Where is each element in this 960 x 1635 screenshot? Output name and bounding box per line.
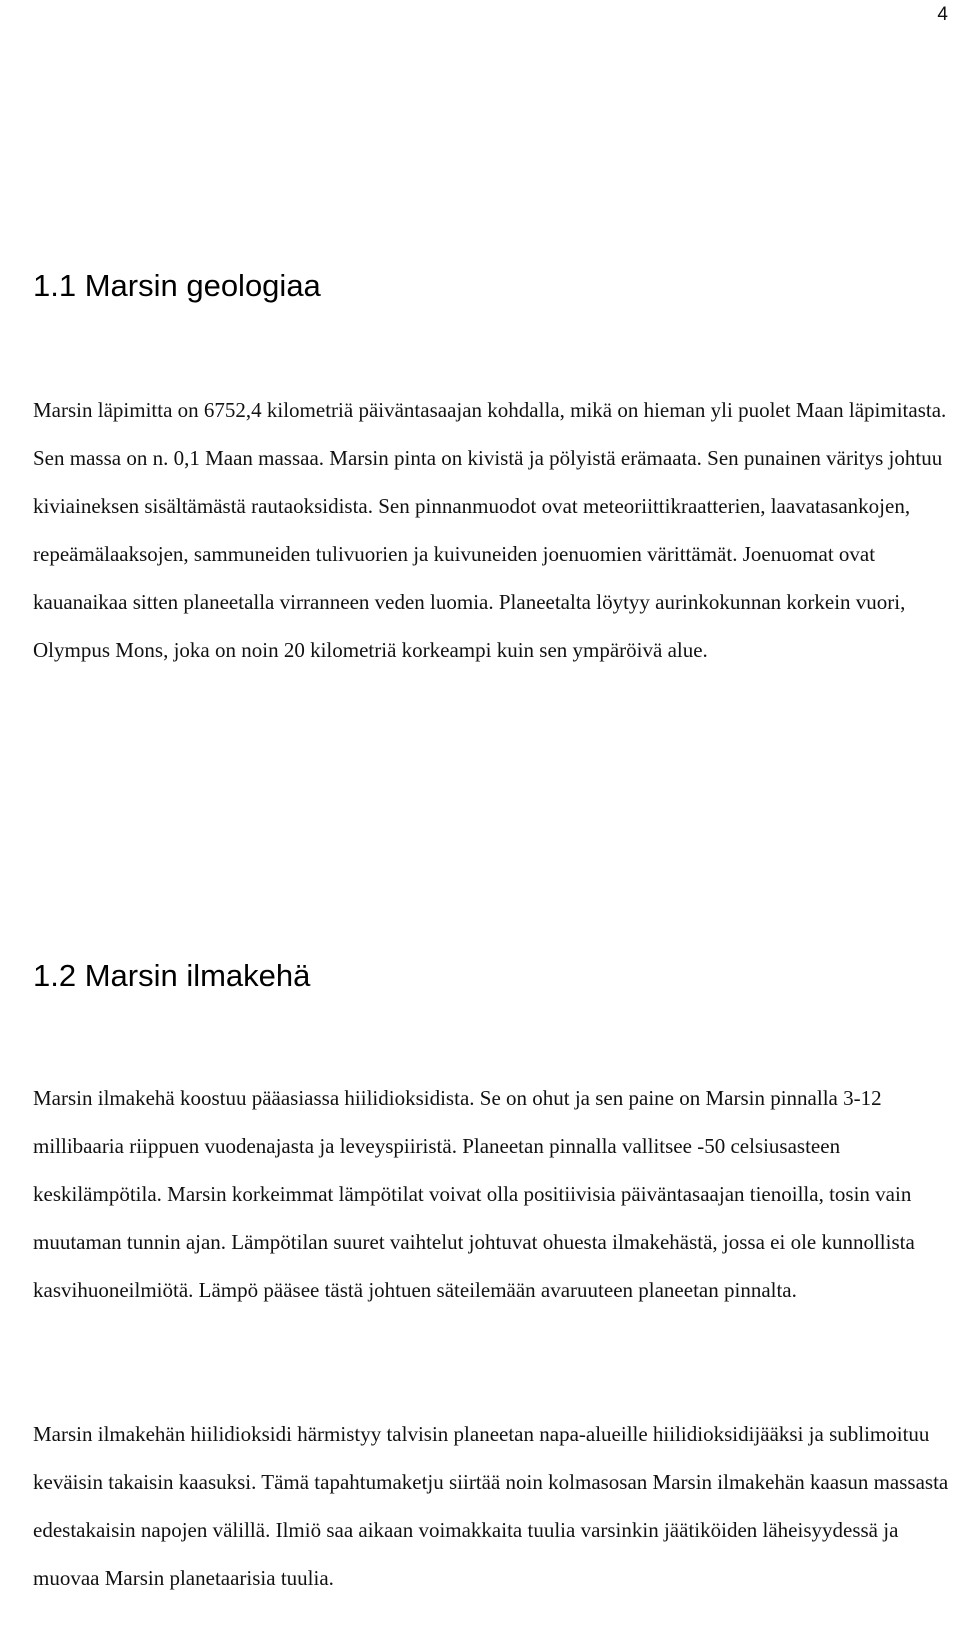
section-heading-geology: 1.1 Marsin geologiaa bbox=[33, 268, 321, 303]
section-heading-atmosphere: 1.2 Marsin ilmakehä bbox=[33, 958, 311, 993]
page-number: 4 bbox=[937, 4, 948, 25]
paragraph-atmosphere-1: Marsin ilmakehä koostuu pääasiassa hiilidioksidista. Se on ohut ja sen paine on Marsin pinnalla 3-12 millibaaria riippuen vuodenajasta ja leveyspiiristä. Planeetan pinnalla vallitsee -50 celsiusasteen keskilämpötila. Marsin korkeimmat lämpötilat voivat olla positiivisia päiväntasaajan tienoilla, tosin vain muutaman tunnin ajan. Lämpötilan suuret vaihtelut johtuvat ohuesta ilmakehästä, jossa ei ole kunnollista kasvihuoneilmiötä. Lämpö pääsee tästä johtuen säteilemään avaruuteen planeetan pinnalta. bbox=[33, 1086, 915, 1302]
paragraph-geology: Marsin läpimitta on 6752,4 kilometriä päiväntasaajan kohdalla, mikä on hieman yli puolet Maan läpimitasta. Sen massa on n. 0,1 Maan massaa. Marsin pinta on kivistä ja pölyistä erämaata. Sen punainen väritys johtuu kiviaineksen sisältämästä rautaoksidista. Sen pinnanmuodot ovat meteoriittikraatterien, laavatasankojen, repeämälaaksojen, sammuneiden tulivuorien ja kuivuneiden joenuomien värittämät. Joenuomat ovat kauanaikaa sitten planeetalla virranneen veden luomia. Planeetalta löytyy aurinkokunnan korkein vuori, Olympus Mons, joka on noin 20 kilometriä korkeampi kuin sen ympäröivä alue. bbox=[33, 398, 947, 662]
paragraph-atmosphere-2: Marsin ilmakehän hiilidioksidi härmistyy talvisin planeetan napa-alueille hiilidioksidijääksi ja sublimoituu keväisin takaisin kaasuksi. Tämä tapahtumaketju siirtää noin kolmasosan Marsin ilmakehän kaasun massasta edestakaisin napojen välillä. Ilmiö saa aikaan voimakkaita tuulia varsinkin jäätiköiden läheisyydessä ja muovaa Marsin planetaarisia tuulia. bbox=[33, 1422, 949, 1590]
